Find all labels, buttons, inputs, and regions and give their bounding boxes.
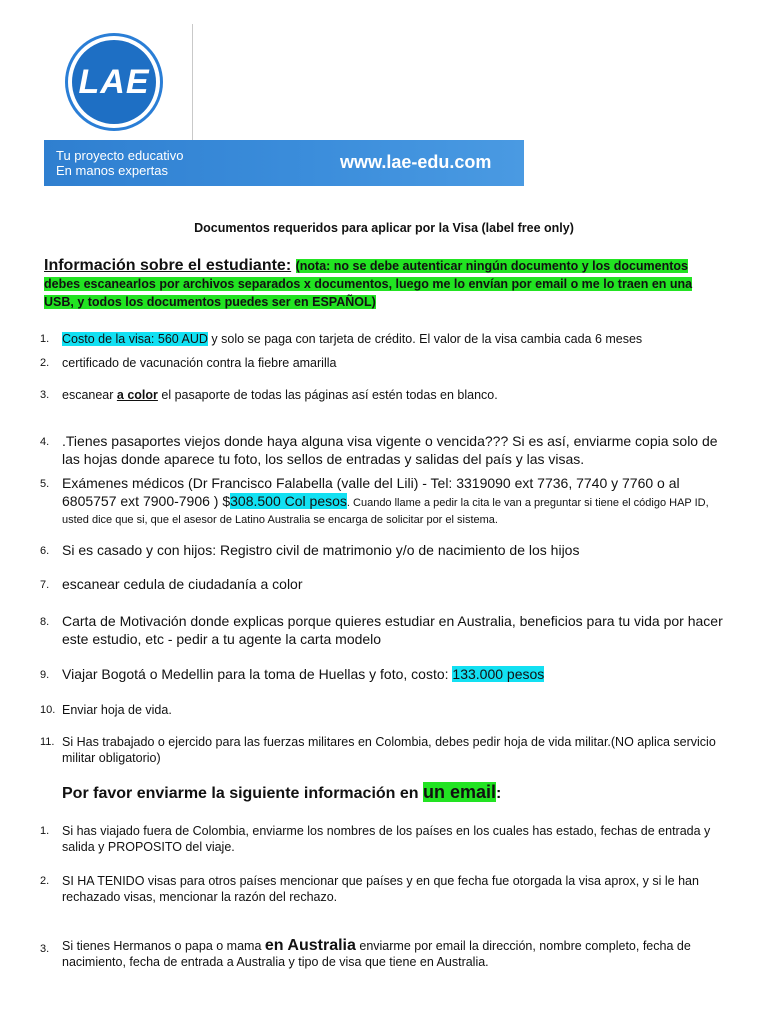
- item-text-bold: a color: [116, 388, 158, 402]
- item-text: Si Has trabajado o ejercido para las fuerzas militares en Colombia, debes pedir hoja de vida militar.(NO aplica servicio militar obligatorio): [62, 735, 716, 765]
- item-text: y solo se paga con tarjeta de crédito. El valor de la visa cambia cada 6 meses: [207, 332, 643, 346]
- header-banner: [44, 140, 524, 186]
- item-text: Viajar Bogotá o Medellin para la toma de Huellas y foto, costo:: [62, 666, 453, 682]
- item-number: 1.: [40, 333, 50, 345]
- logo-text: LAE: [78, 62, 150, 101]
- lae-logo: [72, 40, 156, 124]
- item-text: Si has viajado fuera de Colombia, enviarme los nombres de los países en los cuales has estado, fechas de entrada y salida y PROPOSITO del viaje.: [62, 824, 711, 854]
- item-text: enviarme por email la dirección, nombre completo, fecha de nacimiento, fecha de entrada a Australia y tipo de visa que tiene en Australia.: [62, 939, 691, 969]
- item-number: 6.: [40, 545, 50, 557]
- item-number: 3.: [40, 389, 50, 401]
- item-number: 3.: [40, 943, 50, 955]
- item-text: Exámenes médicos (Dr Francisco Falabella (valle del Lili) - Tel: 3319090 ext 7736, 7740 y 7760 o al 6805757 ext 7900-7906 ) $: [62, 475, 680, 509]
- item-text: escanear cedula de ciudadanía a color: [62, 576, 303, 592]
- student-info-heading: Información sobre el estudiante:: [44, 257, 292, 274]
- item-text: Si es casado y con hijos: Registro civil de matrimonio y/o de nacimiento de los hijos: [62, 542, 580, 558]
- student-info-note: (nota: no se debe autenticar ningún documento y los documentos debes escanearlos por archivos separados x documentos, luego me lo envían por email o me lo traen en una USB, y todos los documentos puedes ser en ESPAÑOL): [44, 259, 693, 309]
- item-text: Carta de Motivación donde explicas porque quieres estudiar en Australia, beneficios para tu vida por hacer este estudio, etc - pedir a tu agente la carta modelo: [62, 613, 723, 647]
- item-text: el pasaporte de todas las páginas así estén todas en blanco.: [157, 388, 498, 402]
- item-text: SI HA TENIDO visas para otros países mencionar que países y en que fecha fue otorgada la visa aprox, y si le han rechazado visas, mencionar la razón del rechazo.: [62, 874, 699, 904]
- item-number: 11.: [40, 736, 55, 748]
- item-number: 2.: [40, 875, 50, 887]
- item-text: Enviar hoja de vida.: [62, 703, 172, 717]
- email-section-heading: [62, 782, 742, 803]
- item-number: 1.: [40, 825, 50, 837]
- item-text-bold: en Australia: [264, 937, 356, 954]
- fingerprint-cost-highlight: 133.000 pesos: [452, 666, 545, 682]
- item-number: 10.: [40, 704, 56, 716]
- item-number: 9.: [40, 669, 50, 681]
- tagline-line1: Tu proyecto educativo: [56, 148, 184, 163]
- email-heading-post: :: [496, 785, 502, 802]
- header-divider: [192, 24, 193, 140]
- website-url: www.lae-edu.com: [340, 152, 492, 172]
- visa-cost-highlight: Costo de la visa: 560 AUD: [62, 332, 208, 346]
- item-number: 4.: [40, 436, 50, 448]
- email-heading-highlight: un email: [423, 782, 497, 802]
- medical-cost-highlight: 308.500 Col pesos: [230, 493, 347, 509]
- item-number: 7.: [40, 579, 50, 591]
- document-title: Documentos requeridos para aplicar por la Visa (label free only): [194, 221, 574, 235]
- item-number: 2.: [40, 357, 50, 369]
- student-info-block: [44, 257, 714, 311]
- item-text-pre: escanear: [62, 388, 117, 402]
- item-text-small: . Cuando llame a pedir la cita le van a preguntar si tiene el código HAP ID, usted dice que si, que el asesor de Latino Australia se encarga de solicitar por el sistema.: [62, 497, 709, 526]
- item-text: certificado de vacunación contra la fiebre amarilla: [62, 356, 337, 370]
- tagline-line2: En manos expertas: [56, 163, 169, 178]
- item-text: .Tienes pasaportes viejos donde haya alguna visa vigente o vencida??? Si es así, enviarme copia solo de las hojas donde aparece tu foto, los sellos de entradas y salidas del país y las visas.: [62, 433, 718, 467]
- item-number: 5.: [40, 478, 50, 490]
- item-number: 8.: [40, 616, 50, 628]
- email-heading-pre: Por favor enviarme la siguiente información en: [62, 785, 423, 802]
- item-text-pre: Si tienes Hermanos o papa o mama: [62, 939, 265, 953]
